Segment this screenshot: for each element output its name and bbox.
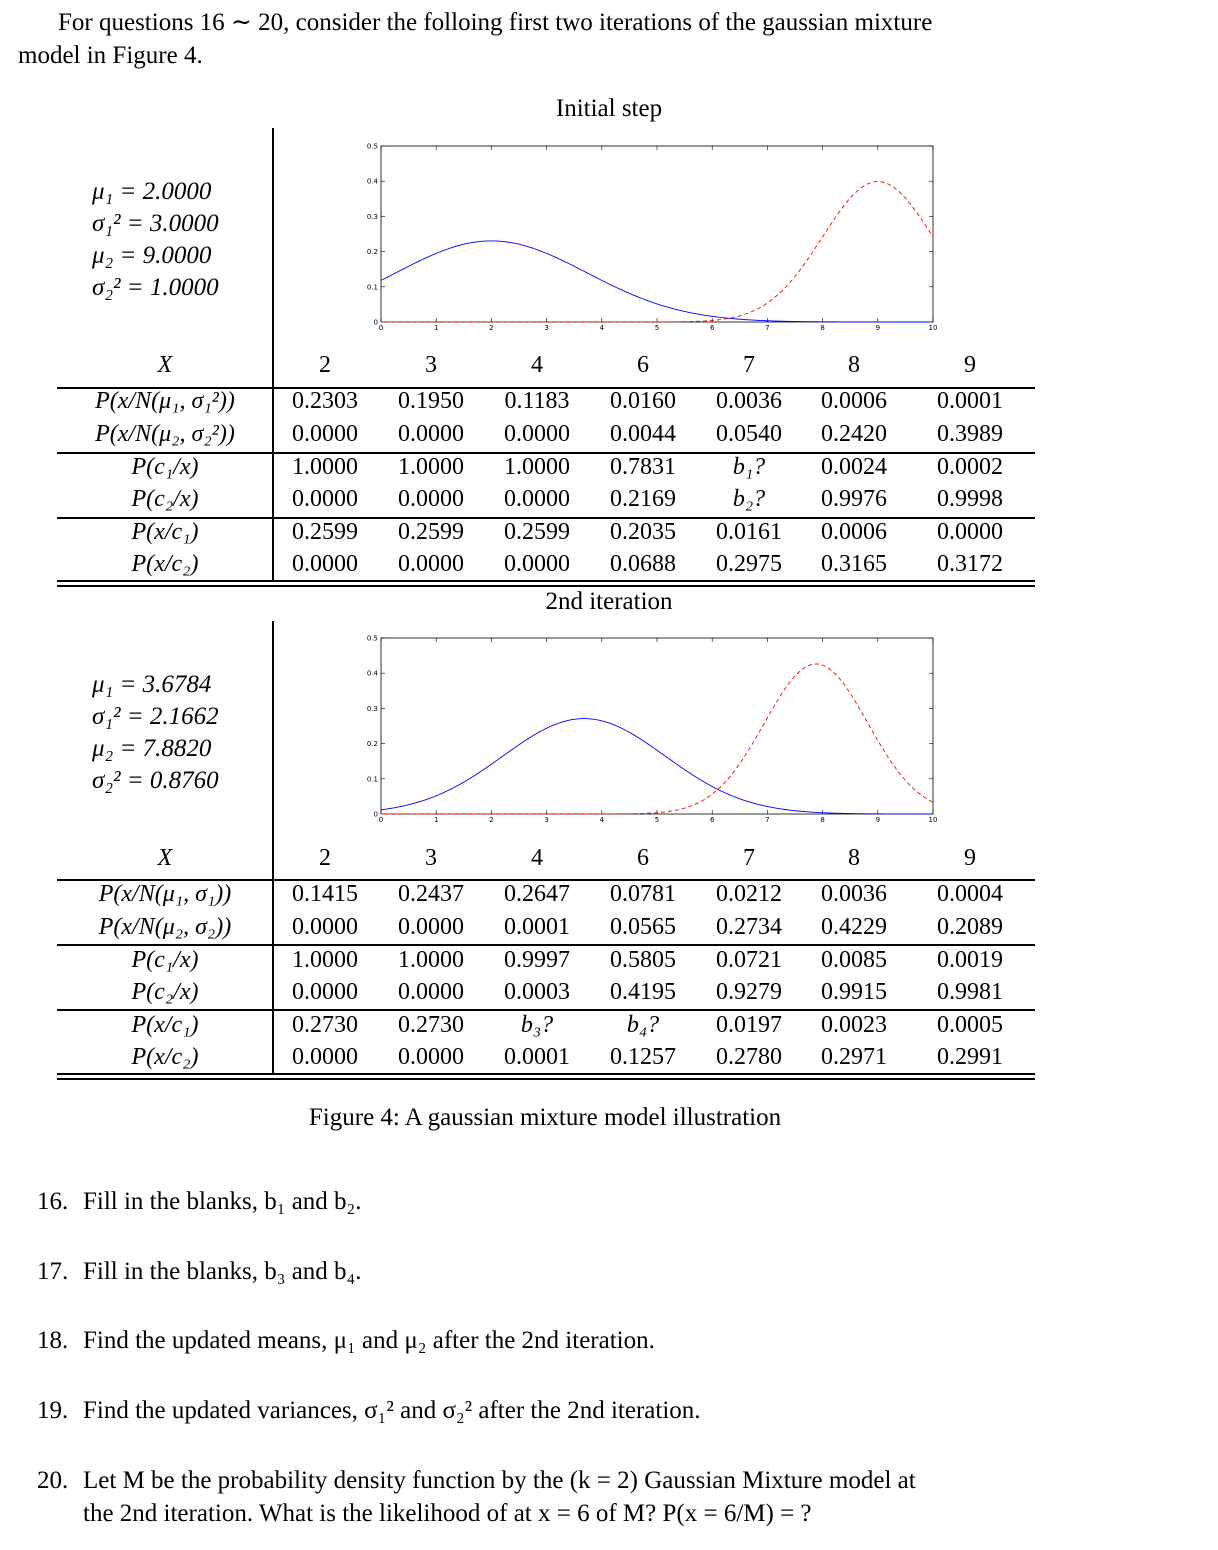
table-cell: 0.0003 xyxy=(504,979,570,1005)
row-label: P(c₁/x) xyxy=(131,947,199,973)
param-var2: σ₂² = 0.8760 xyxy=(92,767,219,794)
row-label: P(x/c₂) xyxy=(131,551,199,577)
table-cell: b₃? xyxy=(520,1012,554,1038)
x-tick-label: 3 xyxy=(544,816,549,824)
table-cell: 0.2599 xyxy=(504,519,570,545)
x-tick-label: 10 xyxy=(928,324,938,332)
step1-rule-e xyxy=(57,585,1035,587)
row-label: P(x/c₁) xyxy=(131,519,199,545)
question-16: 16. Fill in the blanks, b₁ and b₂. xyxy=(37,1188,362,1215)
table-cell: 0.0036 xyxy=(716,388,782,414)
table-cell: 0.2991 xyxy=(937,1044,1003,1070)
y-tick-label: 0.3 xyxy=(366,704,378,713)
table-cell: 0.2599 xyxy=(398,519,464,545)
x-value-cell: 3 xyxy=(425,352,437,378)
plot-frame xyxy=(381,146,933,322)
table-cell: 0.2437 xyxy=(398,881,464,907)
table-cell: 0.0044 xyxy=(610,421,676,447)
step1-plot xyxy=(360,140,950,340)
x-header-label: X xyxy=(157,352,173,378)
x-value-cell: 4 xyxy=(531,352,543,378)
row-label: P(x/N(μ₂, σ₂)) xyxy=(98,914,232,940)
table-cell: 0.1950 xyxy=(398,388,464,414)
table-cell: 0.0000 xyxy=(292,979,358,1005)
step2-rule-a xyxy=(57,879,1035,881)
x-value-cell: 7 xyxy=(743,352,755,378)
y-tick-label: 0 xyxy=(373,318,378,327)
y-tick-label: 0.4 xyxy=(366,669,378,678)
table-cell: 0.2647 xyxy=(504,881,570,907)
table-cell: b₄? xyxy=(626,1012,660,1038)
step1-rule-a xyxy=(57,387,1035,389)
row-label: P(c₂/x) xyxy=(131,979,199,1005)
x-tick-label: 6 xyxy=(709,324,715,332)
param-var1: σ₁² = 3.0000 xyxy=(92,210,219,237)
table-cell: 0.0000 xyxy=(504,551,570,577)
param-mu1: μ₁ = 3.6784 xyxy=(92,671,212,698)
table-cell: 0.9976 xyxy=(821,486,887,512)
table-cell: 0.2420 xyxy=(821,421,887,447)
table-cell: 0.0001 xyxy=(504,1044,570,1070)
table-cell: 0.1257 xyxy=(610,1044,676,1070)
param-mu2: μ₂ = 9.0000 xyxy=(92,242,212,269)
step2-params xyxy=(92,669,219,797)
table-cell: 0.1183 xyxy=(504,388,570,414)
series-line-component-1 xyxy=(381,719,933,814)
x-tick-label: 10 xyxy=(928,816,938,824)
table-cell: 0.0000 xyxy=(292,421,358,447)
param-mu2: μ₂ = 7.8820 xyxy=(92,735,212,762)
question-20: 20. Let M be the probability density function by the (k = 2) Gaussian Mixture model at the 2nd iteration. What is the likelihood of at x = 6 of M? P(x = 6/M) = ? xyxy=(37,1467,916,1527)
table-cell: 0.0161 xyxy=(716,519,782,545)
y-tick-label: 0.5 xyxy=(366,634,378,643)
x-tick-label: 8 xyxy=(820,816,825,824)
x-tick-label: 8 xyxy=(820,324,825,332)
table-cell: 0.0006 xyxy=(821,388,887,414)
x-tick-label: 1 xyxy=(433,324,439,332)
y-tick-label: 0 xyxy=(373,810,378,819)
table-cell: 0.0160 xyxy=(610,388,676,414)
x-tick-label: 7 xyxy=(765,816,770,824)
x-tick-label: 6 xyxy=(709,816,715,824)
x-tick-label: 9 xyxy=(875,816,881,824)
x-value-cell: 3 xyxy=(425,845,437,871)
table-cell: 0.9981 xyxy=(937,979,1003,1005)
row-label: P(x/c₂) xyxy=(131,1044,199,1070)
y-tick-label: 0.3 xyxy=(366,212,378,221)
table-cell: 0.0000 xyxy=(398,979,464,1005)
step1-rule-b xyxy=(57,452,1035,454)
table-cell: 0.0004 xyxy=(937,881,1003,907)
x-tick-label: 4 xyxy=(599,324,605,332)
table-cell: 0.7831 xyxy=(610,454,676,480)
intro-line-2: model in Figure 4. xyxy=(18,42,203,69)
table-cell: 0.2089 xyxy=(937,914,1003,940)
row-label: P(x/N(μ₁, σ₁)) xyxy=(98,881,232,907)
table-cell: 0.1415 xyxy=(292,881,358,907)
table-cell: 0.0000 xyxy=(398,486,464,512)
x-tick-label: 3 xyxy=(544,324,549,332)
table-cell: 0.2599 xyxy=(292,519,358,545)
x-value-cell: 2 xyxy=(319,352,331,378)
x-value-cell: 9 xyxy=(964,352,976,378)
x-tick-label: 5 xyxy=(654,816,660,824)
y-tick-label: 0.4 xyxy=(366,177,378,186)
x-value-cell: 6 xyxy=(637,352,649,378)
step2-rule-c xyxy=(57,1009,1035,1011)
y-tick-label: 0.1 xyxy=(366,775,378,784)
table-cell: 0.9915 xyxy=(821,979,887,1005)
y-tick-label: 0.2 xyxy=(366,248,378,257)
step1-params xyxy=(92,176,219,304)
table-cell: 0.9998 xyxy=(937,486,1003,512)
table-cell: 0.2971 xyxy=(821,1044,887,1070)
step2-rule-d xyxy=(57,1073,1035,1075)
table-cell: 0.5805 xyxy=(610,947,676,973)
table-cell: 0.0721 xyxy=(716,947,782,973)
table-cell: 0.0000 xyxy=(292,486,358,512)
table-cell: 0.0005 xyxy=(937,1012,1003,1038)
table-cell: 0.0001 xyxy=(504,914,570,940)
x-tick-label: 4 xyxy=(599,816,605,824)
table-cell: 0.0197 xyxy=(716,1012,782,1038)
table-cell: 0.0023 xyxy=(821,1012,887,1038)
table-cell: b₁? xyxy=(732,454,766,480)
table-cell: 1.0000 xyxy=(292,454,358,480)
row-label: P(x/c₁) xyxy=(131,1012,199,1038)
x-tick-label: 2 xyxy=(489,816,494,824)
series-line-component-1 xyxy=(381,241,933,322)
series-line-component-2 xyxy=(381,182,933,322)
x-tick-label: 5 xyxy=(654,324,660,332)
table-cell: 0.0002 xyxy=(937,454,1003,480)
x-value-cell: 6 xyxy=(637,845,649,871)
table-cell: 0.0001 xyxy=(937,388,1003,414)
row-label: P(c₂/x) xyxy=(131,486,199,512)
table-cell: 1.0000 xyxy=(398,947,464,973)
table-cell: b₂? xyxy=(732,486,766,512)
table-cell: 0.0000 xyxy=(937,519,1003,545)
x-header-label: X xyxy=(157,845,173,871)
table-cell: 0.0565 xyxy=(610,914,676,940)
table-cell: 0.0006 xyxy=(821,519,887,545)
question-17: 17. Fill in the blanks, b₃ and b₄. xyxy=(37,1258,362,1285)
initial-step-title: Initial step xyxy=(555,95,663,122)
table-cell: 0.2730 xyxy=(398,1012,464,1038)
table-cell: 0.0000 xyxy=(292,1044,358,1070)
param-mu1: μ₁ = 2.0000 xyxy=(92,178,212,205)
table-cell: 0.0540 xyxy=(716,421,782,447)
table-cell: 0.0036 xyxy=(821,881,887,907)
table-cell: 0.0000 xyxy=(398,914,464,940)
x-tick-label: 2 xyxy=(489,324,494,332)
table-cell: 0.0000 xyxy=(504,486,570,512)
x-value-cell: 4 xyxy=(531,845,543,871)
row-label: P(c₁/x) xyxy=(131,454,199,480)
table-cell: 0.9279 xyxy=(716,979,782,1005)
row-label: P(x/N(μ₂, σ₂²)) xyxy=(95,421,235,447)
step2-rule-b xyxy=(57,944,1035,946)
x-tick-label: 7 xyxy=(765,324,770,332)
table-cell: 0.4195 xyxy=(610,979,676,1005)
step1-rule-c xyxy=(57,517,1035,519)
table-cell: 0.3989 xyxy=(937,421,1003,447)
table-cell: 0.9997 xyxy=(504,947,570,973)
table-cell: 0.0000 xyxy=(292,551,358,577)
table-cell: 0.2035 xyxy=(610,519,676,545)
x-tick-label: 0 xyxy=(378,816,384,824)
table-cell: 0.0000 xyxy=(398,421,464,447)
question-19: 19. Find the updated variances, σ₁² and σ₂² after the 2nd iteration. xyxy=(37,1397,701,1424)
question-18: 18. Find the updated means, μ₁ and μ₂ after the 2nd iteration. xyxy=(37,1327,655,1354)
intro-line-1: For questions 16 ∼ 20, consider the folloing first two iterations of the gaussian mixture xyxy=(58,9,933,36)
table-cell: 0.3172 xyxy=(937,551,1003,577)
y-tick-label: 0.5 xyxy=(366,142,378,151)
table-cell: 1.0000 xyxy=(504,454,570,480)
table-cell: 0.0000 xyxy=(398,551,464,577)
table-cell: 0.3165 xyxy=(821,551,887,577)
table-cell: 0.2303 xyxy=(292,388,358,414)
step1-rule-d xyxy=(57,580,1035,582)
step2-plot xyxy=(360,632,950,832)
x-value-cell: 2 xyxy=(319,845,331,871)
param-var1: σ₁² = 2.1662 xyxy=(92,703,219,730)
plot-frame xyxy=(381,638,933,814)
table-cell: 0.4229 xyxy=(821,914,887,940)
table-cell: 0.0688 xyxy=(610,551,676,577)
table-cell: 0.0000 xyxy=(398,1044,464,1070)
table-cell: 0.0000 xyxy=(292,914,358,940)
x-value-cell: 9 xyxy=(964,845,976,871)
x-value-cell: 8 xyxy=(848,352,860,378)
table-cell: 0.0019 xyxy=(937,947,1003,973)
table-cell: 0.2975 xyxy=(716,551,782,577)
x-value-cell: 7 xyxy=(743,845,755,871)
table-cell: 0.2734 xyxy=(716,914,782,940)
y-tick-label: 0.2 xyxy=(366,740,378,749)
row-label: P(x/N(μ₁, σ₁²)) xyxy=(95,388,235,414)
param-var2: σ₂² = 1.0000 xyxy=(92,274,219,301)
x-tick-label: 1 xyxy=(433,816,439,824)
series-line-component-2 xyxy=(381,664,933,814)
table-cell: 0.0000 xyxy=(504,421,570,447)
table-cell: 0.0024 xyxy=(821,454,887,480)
x-tick-label: 0 xyxy=(378,324,384,332)
table-cell: 0.0212 xyxy=(716,881,782,907)
intro-text xyxy=(18,6,1198,72)
table-cell: 0.2169 xyxy=(610,486,676,512)
y-tick-label: 0.1 xyxy=(366,283,378,292)
table-cell: 0.2730 xyxy=(292,1012,358,1038)
table-cell: 0.0781 xyxy=(610,881,676,907)
x-value-cell: 8 xyxy=(848,845,860,871)
second-iteration-title: 2nd iteration xyxy=(545,588,673,615)
x-tick-label: 9 xyxy=(875,324,881,332)
step2-rule-e xyxy=(57,1078,1035,1080)
table-cell: 0.0085 xyxy=(821,947,887,973)
figure-caption: Figure 4: A gaussian mixture model illustration xyxy=(308,1104,782,1131)
table-cell: 1.0000 xyxy=(398,454,464,480)
table-cell: 1.0000 xyxy=(292,947,358,973)
table-cell: 0.2780 xyxy=(716,1044,782,1070)
